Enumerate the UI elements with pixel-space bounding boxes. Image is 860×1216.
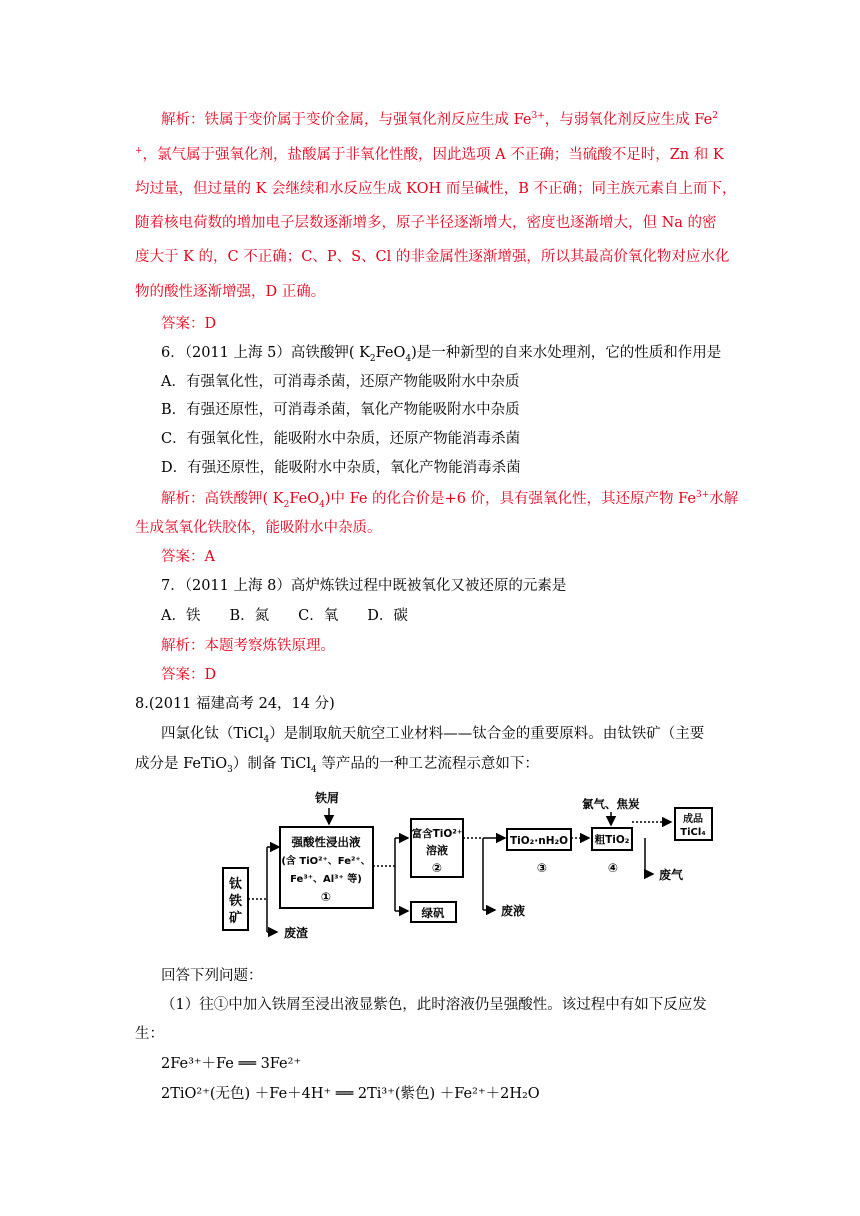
q5-analysis-line-5: 度大于 K 的，C 不正确；C、P、S、Cl 的非金属性逐渐增强，所以其最高价氧化物对应水化 [135, 249, 730, 265]
rich-label-1: 富含TiO²⁺ [411, 828, 463, 840]
text: ，氯气属于强氧化剂，盐酸属于非氧化性酸，因此选项 A 不正确；当硫酸不足时，Zn 和 K [142, 147, 724, 163]
q6-answer: 答案：A [161, 549, 215, 565]
q8-part1-line-2: 生： [135, 1026, 164, 1042]
text: ，与弱氧化剂反应生成 Fe [544, 112, 713, 128]
text: )是一种新型的自来水处理剂，它的性质和作用是 [411, 345, 722, 361]
sup: 3+ [696, 490, 710, 501]
sub: 4 [263, 734, 270, 745]
q8-intro-line-2 [135, 754, 735, 774]
q8-answer-prompt: 回答下列问题： [161, 968, 263, 984]
q7-stem: 7．（2011 上海 8）高炉炼铁过程中既被氧化又被还原的元素是 [161, 578, 567, 594]
q6-option-d: D．有强还原性，能吸附水中杂质，氧化产物能消毒杀菌 [161, 460, 521, 476]
waste-liquid-label: 废液 [501, 904, 526, 918]
crude-label: 粗TiO₂ [594, 834, 630, 846]
q6-stem [161, 343, 761, 363]
leach-label-1: 强酸性浸出液 [291, 835, 361, 849]
text: 水解 [709, 491, 739, 507]
rich-label-2: 溶液 [426, 844, 448, 857]
text: )中 Fe 的化合价是+6 价，具有强氧化性，其还原产物 Fe [324, 491, 696, 507]
q5-analysis-line-3: 均过量，但过量的 K 会继续和水反应生成 KOH 而呈碱性，B 不正确；同主族元素自上而下， [135, 181, 737, 197]
q6-option-a: A．有强氧化性，可消毒杀菌，还原产物能吸附水中杂质 [161, 374, 520, 390]
q8-part1-line-1: （1）往①中加入铁屑至浸出液显紫色，此时溶液仍呈强酸性。该过程中有如下反应发 [161, 997, 707, 1013]
ore-label-3: 矿 [228, 911, 243, 926]
green-vitriol-label: 绿矾 [421, 906, 445, 920]
text: 成分是 FeTiO [135, 756, 228, 772]
crude-step-number: ④ [607, 861, 619, 875]
ore-label-1: 钛 [228, 877, 243, 892]
waste-residue-label: 废渣 [284, 926, 309, 940]
q8-intro-line-1 [161, 724, 761, 744]
product-label-2: TiCl₄ [680, 827, 706, 838]
sub: 2 [369, 353, 376, 364]
text: ）制备 TiCl [232, 756, 312, 772]
hydrate-step-number: ③ [536, 861, 548, 875]
rich-step-number: ② [431, 861, 443, 875]
chlorine-coke-label: 氯气、焦炭 [582, 797, 640, 811]
q5-analysis-line-6: 物的酸性逐渐增强，D 正确。 [135, 284, 326, 300]
sub: 3 [227, 764, 233, 775]
leach-label-3: Fe³⁺、Al³⁺ 等) [290, 874, 362, 885]
q6-option-b: B．有强还原性，可消毒杀菌，氧化产物能吸附水中杂质 [161, 402, 520, 418]
sup: 3+ [531, 111, 545, 122]
q8-equation-2: 2TiO²⁺(无色) ＋Fe＋4H⁺ ══ 2Ti³⁺(紫色) ＋Fe²⁺＋2H₂O [161, 1086, 540, 1102]
leach-step-number: ① [320, 890, 332, 904]
sup: 2 [712, 111, 718, 122]
product-label-1: 成品 [683, 814, 703, 825]
q8-heading: 8.(2011 福建高考 24，14 分) [135, 696, 335, 712]
sub: 4 [405, 353, 412, 364]
q5-answer: 答案：D [161, 316, 217, 332]
text: 解析：铁属于变价属于变价金属，与强氧化剂反应生成 Fe [161, 112, 532, 128]
q7-answer: 答案：D [161, 667, 217, 683]
text: ）是制取航天航空工业材料——钛合金的重要原料。由钛铁矿（主要 [269, 726, 705, 742]
text: 等产品的一种工艺流程示意如下： [316, 756, 539, 772]
sub: 2 [283, 499, 290, 510]
q7-analysis: 解析：本题考察炼铁原理。 [161, 638, 335, 654]
q8-equation-1: 2Fe³⁺＋Fe ══ 3Fe²⁺ [161, 1056, 302, 1072]
hydrate-label: TiO₂·nH₂O [509, 835, 569, 847]
waste-gas-label: 废气 [659, 868, 684, 882]
sup: + [135, 146, 143, 157]
text: 四氯化钛（TiCl [161, 726, 264, 742]
q6-analysis-line-1 [161, 489, 761, 509]
process-flowchart [215, 778, 735, 948]
q6-option-c: C．有强氧化性，能吸附水中杂质，还原产物能消毒杀菌 [161, 431, 521, 447]
text: FeO [289, 491, 320, 507]
sub: 4 [319, 499, 325, 510]
iron-scrap-label: 铁屑 [315, 791, 340, 805]
q7-options: A．铁 B．氮 C．氧 D．碳 [161, 608, 408, 624]
sub: 4 [311, 764, 317, 775]
q5-analysis-line-4: 随着核电荷数的增加电子层数逐渐增多，原子半径逐渐增大，密度也逐渐增大，但 Na 的密 [135, 215, 717, 231]
q5-analysis-line-2 [135, 145, 735, 165]
text: 6．（2011 上海 5）高铁酸钾( K [161, 345, 370, 361]
text: 解析：高铁酸钾( K [161, 491, 284, 507]
q6-analysis-line-2: 生成氢氧化铁胶体，能吸附水中杂质。 [135, 520, 382, 536]
leach-label-2: (含 TiO²⁺、Fe²⁺、 [281, 856, 371, 867]
ore-label-2: 铁 [228, 894, 243, 909]
text: FeO [375, 345, 406, 361]
q5-analysis-line-1 [161, 110, 761, 130]
